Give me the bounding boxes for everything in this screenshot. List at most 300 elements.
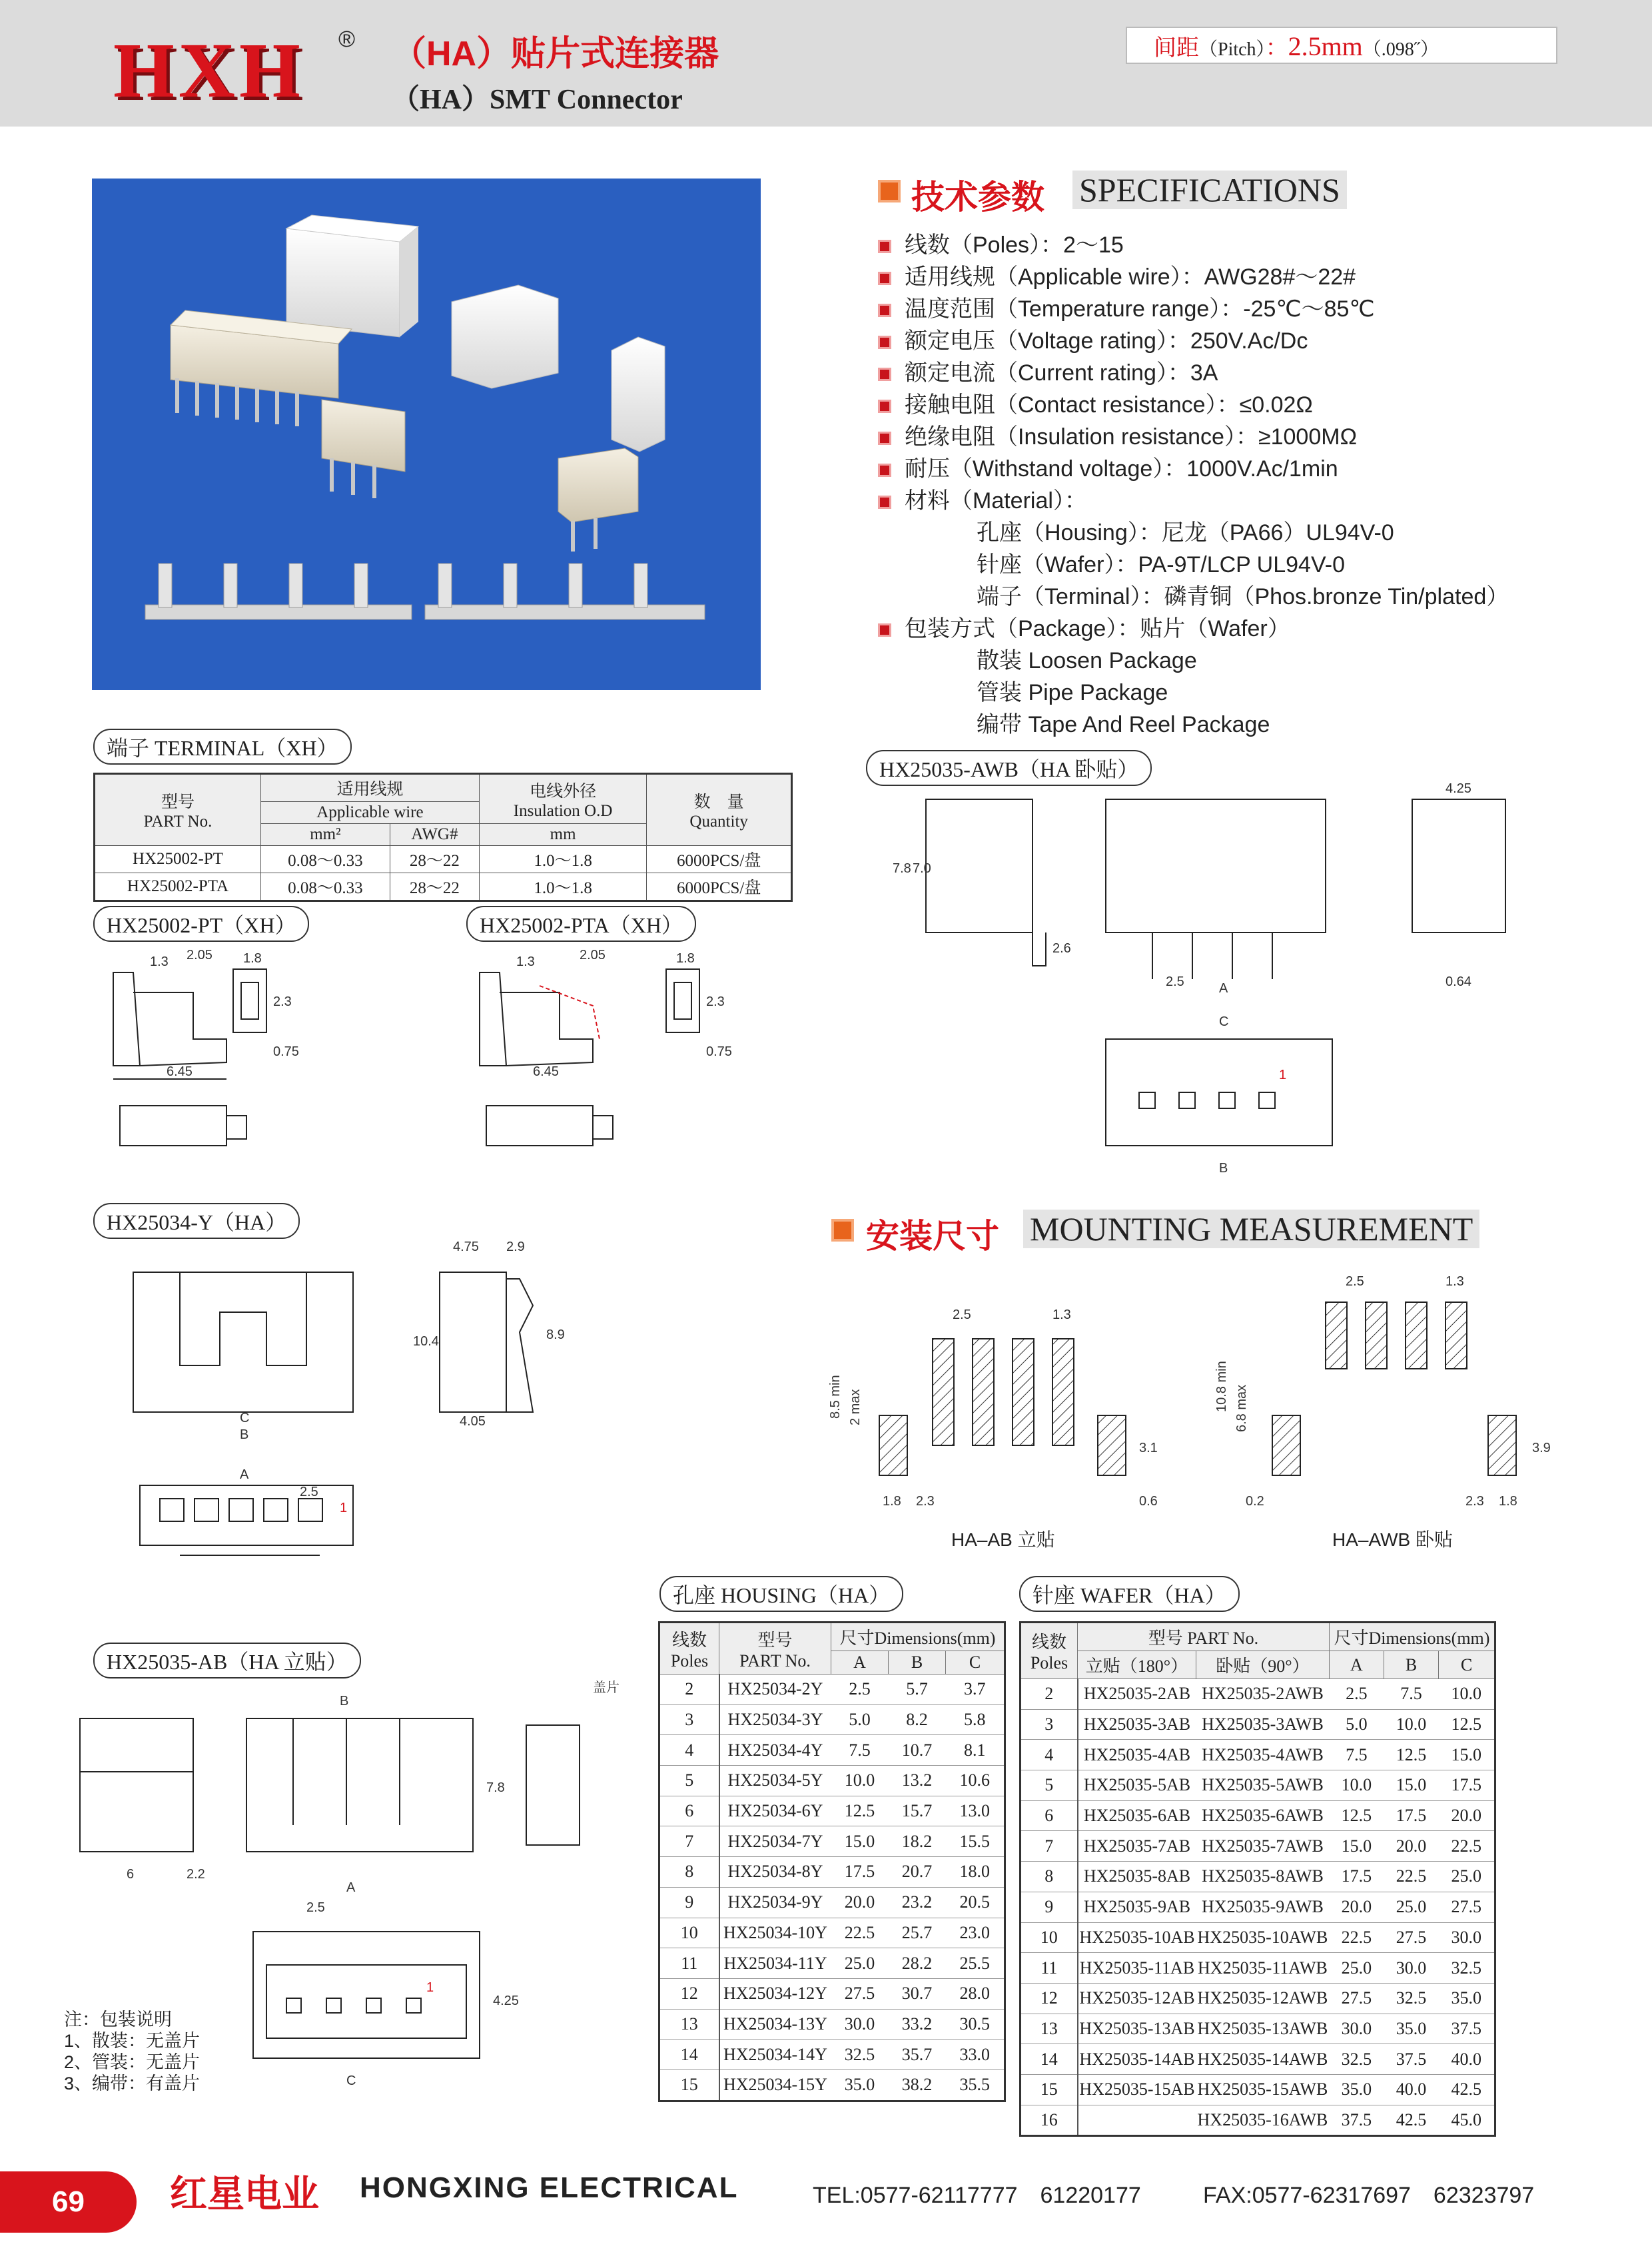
bullet-square-icon bbox=[878, 400, 891, 413]
table-cell: 15.5 bbox=[946, 1826, 1005, 1857]
table-cell: HX25035-2AWB bbox=[1196, 1679, 1329, 1710]
th-part: 型号 PART No. bbox=[1078, 1623, 1330, 1651]
table-cell: 33.0 bbox=[946, 2040, 1005, 2070]
table-cell: HX25034-2Y bbox=[719, 1675, 831, 1705]
table-cell: HX25034-10Y bbox=[719, 1918, 831, 1948]
table-row bbox=[659, 2069, 1005, 2101]
title-cn: （HA）贴片式连接器 bbox=[392, 35, 719, 73]
table-row bbox=[1021, 1892, 1495, 1922]
svg-text:4.05: 4.05 bbox=[460, 1414, 486, 1429]
svg-text:0.2: 0.2 bbox=[1246, 1494, 1264, 1509]
table-row bbox=[659, 1948, 1005, 1979]
table-cell: HX25034-15Y bbox=[719, 2069, 831, 2101]
svg-text:4.25: 4.25 bbox=[1446, 781, 1471, 796]
table-cell: 13.2 bbox=[889, 1766, 946, 1796]
spec-heading-marker bbox=[878, 180, 901, 202]
th-od-cn: 电线外径 bbox=[530, 782, 597, 801]
th-part-en: PART No. bbox=[143, 813, 212, 831]
package-item: 散装 Loosen Package bbox=[977, 648, 1197, 673]
table-cell: 35.0 bbox=[831, 2069, 888, 2101]
table-row bbox=[659, 1887, 1005, 1918]
table-cell: 5.0 bbox=[1329, 1709, 1384, 1740]
table-cell: 7.5 bbox=[1384, 1679, 1438, 1710]
table-cell: 15 bbox=[1021, 2074, 1078, 2105]
svg-text:3.9: 3.9 bbox=[1532, 1441, 1551, 1455]
table-cell: 18.0 bbox=[946, 1857, 1005, 1888]
table-cell: 25.5 bbox=[946, 1948, 1005, 1979]
th-dim: 尺寸Dimensions(mm) bbox=[831, 1623, 1005, 1651]
mounting-ab-caption: HA–AB 立贴 bbox=[951, 1529, 1055, 1550]
table-cell: HX25034-4Y bbox=[719, 1735, 831, 1766]
table-cell: HX25034-14Y bbox=[719, 2040, 831, 2070]
table-cell: 22.5 bbox=[831, 1918, 888, 1948]
pt-drawing bbox=[93, 946, 413, 1172]
svg-text:0.75: 0.75 bbox=[706, 1044, 732, 1059]
table-cell: 11 bbox=[1021, 1953, 1078, 1984]
table-cell: 2 bbox=[1021, 1679, 1078, 1710]
svg-text:C: C bbox=[1219, 1014, 1229, 1029]
table-cell: HX25035-10AB bbox=[1078, 1922, 1196, 1953]
bullet-square-icon bbox=[878, 496, 891, 509]
table-cell: 14 bbox=[1021, 2044, 1078, 2075]
pitch-inch: （.098˝） bbox=[1362, 39, 1440, 60]
mounting-awb-drawing bbox=[1206, 1266, 1579, 1559]
packing-note-line: 2、管装：无盖片 bbox=[64, 2052, 201, 2072]
table-cell: HX25035-7AWB bbox=[1196, 1831, 1329, 1862]
table-cell: 33.2 bbox=[889, 2009, 946, 2040]
spec-package: 包装方式（Package）：贴片（Wafer） bbox=[878, 610, 1290, 643]
table-cell: HX25035-5AWB bbox=[1196, 1770, 1329, 1801]
th-b: B bbox=[1384, 1651, 1438, 1679]
table-cell: 4 bbox=[1021, 1740, 1078, 1770]
page-number: 69 bbox=[0, 2171, 137, 2233]
svg-text:2.5: 2.5 bbox=[1166, 974, 1184, 989]
table-cell: 15.7 bbox=[889, 1796, 946, 1826]
table-cell: 45.0 bbox=[1439, 2105, 1495, 2136]
spec-item: 材料（Material）： bbox=[878, 482, 1087, 515]
table-row bbox=[659, 1735, 1005, 1766]
table-cell: 40.0 bbox=[1439, 2044, 1495, 2075]
bullet-square-icon bbox=[878, 432, 891, 445]
table-cell: 13 bbox=[1021, 2014, 1078, 2044]
table-cell: HX25035-9AWB bbox=[1196, 1892, 1329, 1922]
table-cell: HX25034-9Y bbox=[719, 1887, 831, 1918]
packing-note-line: 3、编带：有盖片 bbox=[64, 2073, 201, 2093]
table-cell: 17.5 bbox=[831, 1857, 888, 1888]
table-cell: 35.5 bbox=[946, 2069, 1005, 2101]
th-awb: 卧贴（90°） bbox=[1196, 1651, 1329, 1679]
table-cell: 30.0 bbox=[1329, 2014, 1384, 2044]
table-cell: HX25035-6AB bbox=[1078, 1800, 1196, 1831]
svg-text:1.3: 1.3 bbox=[150, 954, 169, 969]
table-cell: HX25035-11AWB bbox=[1196, 1953, 1329, 1984]
spec-heading-en: SPECIFICATIONS bbox=[1072, 171, 1347, 209]
svg-text:7.8: 7.8 bbox=[893, 861, 911, 876]
table-row bbox=[1021, 1740, 1495, 1770]
table-cell: 20.5 bbox=[946, 1887, 1005, 1918]
mounting-ab-drawing bbox=[826, 1266, 1186, 1559]
table-cell: HX25035-7AB bbox=[1078, 1831, 1196, 1862]
table-cell: 18.2 bbox=[889, 1826, 946, 1857]
table-cell: 7.5 bbox=[1329, 1740, 1384, 1770]
y-label: HX25034-Y（HA） bbox=[93, 1203, 300, 1239]
table-cell: HX25035-12AB bbox=[1078, 1983, 1196, 2014]
spec-item: 线数（Poles）：2～15 bbox=[878, 226, 1124, 259]
th-poles-cn: 线数 bbox=[1031, 1633, 1066, 1652]
table-cell: 8 bbox=[659, 1857, 719, 1888]
table-cell: 25.0 bbox=[831, 1948, 888, 1979]
th-qty-en: Quantity bbox=[689, 813, 748, 831]
company-name-en: HONGXING ELECTRICAL bbox=[360, 2171, 739, 2204]
spec-item: 耐压（Withstand voltage）：1000V.Ac/1min bbox=[878, 450, 1338, 483]
th-part-cn: 型号 bbox=[161, 793, 195, 811]
table-cell: HX25034-13Y bbox=[719, 2009, 831, 2040]
bullet-square-icon bbox=[878, 304, 891, 317]
th-dim: 尺寸Dimensions(mm) bbox=[1329, 1623, 1495, 1651]
table-cell: HX25035-2AB bbox=[1078, 1679, 1196, 1710]
table-cell: HX25035-5AB bbox=[1078, 1770, 1196, 1801]
table-cell: HX25035-8AWB bbox=[1196, 1862, 1329, 1892]
svg-text:2.05: 2.05 bbox=[187, 948, 212, 962]
table-row bbox=[659, 1918, 1005, 1948]
table-cell: 5.7 bbox=[889, 1675, 946, 1705]
svg-text:1.3: 1.3 bbox=[1052, 1308, 1071, 1322]
table-row: HX25002-PTA 0.08～0.33 28～22 1.0～1.8 6000PCS/盘 bbox=[95, 873, 792, 901]
table-cell: 20.0 bbox=[831, 1887, 888, 1918]
table-cell: 30.0 bbox=[1439, 1922, 1495, 1953]
table-cell: 9 bbox=[659, 1887, 719, 1918]
table-cell: 13 bbox=[659, 2009, 719, 2040]
package-item: 管装 Pipe Package bbox=[977, 680, 1168, 705]
th-poles-en: Poles bbox=[1030, 1653, 1068, 1673]
svg-text:2.5: 2.5 bbox=[300, 1485, 318, 1499]
svg-text:2.5: 2.5 bbox=[953, 1308, 971, 1322]
table-row bbox=[659, 2009, 1005, 2040]
svg-text:C: C bbox=[240, 1411, 250, 1425]
table-row bbox=[1021, 2105, 1495, 2136]
svg-text:1.3: 1.3 bbox=[1446, 1274, 1464, 1289]
table-cell: 30.5 bbox=[946, 2009, 1005, 2040]
ab-label: HX25035-AB（HA 立贴） bbox=[93, 1643, 361, 1679]
table-cell: 20.7 bbox=[889, 1857, 946, 1888]
spec-heading-cn: 技术参数 bbox=[911, 179, 1044, 216]
table-cell: HX25034-7Y bbox=[719, 1826, 831, 1857]
table-cell: 25.7 bbox=[889, 1918, 946, 1948]
table-row bbox=[659, 1857, 1005, 1888]
table-cell: 15.0 bbox=[831, 1826, 888, 1857]
svg-text:2.05: 2.05 bbox=[580, 948, 606, 962]
table-cell: 32.5 bbox=[1329, 2044, 1384, 2075]
table-cell: 7 bbox=[659, 1826, 719, 1857]
table-cell: 40.0 bbox=[1384, 2074, 1438, 2105]
table-cell: 15.0 bbox=[1384, 1770, 1438, 1801]
table-row bbox=[1021, 1800, 1495, 1831]
table-cell: 22.5 bbox=[1384, 1862, 1438, 1892]
table-cell: 7.5 bbox=[831, 1735, 888, 1766]
table-cell: 22.5 bbox=[1329, 1922, 1384, 1953]
spec-item: 适用线规（Applicable wire）：AWG28#～22# bbox=[878, 258, 1356, 291]
table-row bbox=[1021, 2044, 1495, 2075]
table-cell: HX25035-13AB bbox=[1078, 2014, 1196, 2044]
table-row bbox=[1021, 1922, 1495, 1953]
table-cell: 35.7 bbox=[889, 2040, 946, 2070]
table-cell: 35.0 bbox=[1384, 2014, 1438, 2044]
table-cell: 15 bbox=[659, 2069, 719, 2101]
svg-text:1.8: 1.8 bbox=[243, 951, 262, 966]
table-cell: 8.1 bbox=[946, 1735, 1005, 1766]
table-cell: 8.2 bbox=[889, 1704, 946, 1735]
svg-text:7.0: 7.0 bbox=[913, 861, 931, 876]
table-cell: HX25035-13AWB bbox=[1196, 2014, 1329, 2044]
table-cell: 5.8 bbox=[946, 1704, 1005, 1735]
svg-text:B: B bbox=[240, 1427, 249, 1442]
bullet-square-icon bbox=[878, 464, 891, 477]
table-cell: 10.0 bbox=[1384, 1709, 1438, 1740]
table-cell: 5 bbox=[659, 1766, 719, 1796]
svg-text:A: A bbox=[240, 1467, 249, 1482]
table-cell: 32.5 bbox=[1384, 1983, 1438, 2014]
svg-text:3.1: 3.1 bbox=[1139, 1441, 1158, 1455]
table-cell: 37.5 bbox=[1329, 2105, 1384, 2136]
telephone: TEL:0577-62117777 61220177 bbox=[813, 2183, 1141, 2208]
material-item: 孔座（Housing）：尼龙（PA66）UL94V-0 bbox=[977, 520, 1394, 546]
pt-label: HX25002-PT（XH） bbox=[93, 906, 309, 942]
table-cell: 10 bbox=[1021, 1922, 1078, 1953]
table-cell: 3 bbox=[659, 1704, 719, 1735]
svg-text:4.25: 4.25 bbox=[493, 1994, 519, 2008]
table-cell: 12.5 bbox=[1439, 1709, 1495, 1740]
table-cell: 23.2 bbox=[889, 1887, 946, 1918]
table-row bbox=[1021, 1831, 1495, 1862]
table-cell: 35.0 bbox=[1439, 1983, 1495, 2014]
table-cell: HX25034-8Y bbox=[719, 1857, 831, 1888]
table-cell: 3 bbox=[1021, 1709, 1078, 1740]
material-item: 端子（Terminal）：磷青铜（Phos.bronze Tin/plated） bbox=[977, 584, 1509, 609]
table-row bbox=[1021, 1709, 1495, 1740]
svg-text:B: B bbox=[340, 1694, 349, 1708]
svg-text:1.3: 1.3 bbox=[516, 954, 535, 969]
svg-text:8.5 min: 8.5 min bbox=[828, 1375, 843, 1419]
table-cell: HX25035-9AB bbox=[1078, 1892, 1196, 1922]
table-cell: 10.7 bbox=[889, 1735, 946, 1766]
svg-text:1: 1 bbox=[426, 1980, 434, 1995]
wafer-label: 针座 WAFER（HA） bbox=[1019, 1576, 1240, 1612]
svg-text:2.6: 2.6 bbox=[1052, 941, 1071, 956]
table-cell: 27.5 bbox=[1439, 1892, 1495, 1922]
table-cell: 2.5 bbox=[1329, 1679, 1384, 1710]
pitch-box bbox=[1126, 27, 1557, 64]
housing-table bbox=[658, 1621, 1006, 2102]
svg-text:2.3: 2.3 bbox=[706, 994, 725, 1009]
svg-text:2.5: 2.5 bbox=[306, 1900, 325, 1915]
svg-text:2.9: 2.9 bbox=[506, 1240, 525, 1254]
table-cell: 11 bbox=[659, 1948, 719, 1979]
svg-text:6.45: 6.45 bbox=[167, 1064, 193, 1079]
table-cell: 14 bbox=[659, 2040, 719, 2070]
table-cell: 30.0 bbox=[831, 2009, 888, 2040]
table-cell: 10.0 bbox=[1439, 1679, 1495, 1710]
product-photo-illustration bbox=[92, 179, 761, 690]
packing-note bbox=[64, 2009, 200, 2094]
th-qty-cn: 数 量 bbox=[693, 793, 744, 811]
pitch-value: 2.5mm bbox=[1288, 31, 1363, 61]
fax: FAX:0577-62317697 62323797 bbox=[1203, 2183, 1535, 2208]
table-cell: 3.7 bbox=[946, 1675, 1005, 1705]
table-cell: 5.0 bbox=[831, 1704, 888, 1735]
table-cell: 16 bbox=[1021, 2105, 1078, 2136]
table-cell bbox=[1078, 2105, 1196, 2136]
wafer-table bbox=[1019, 1621, 1496, 2137]
table-cell: 2.5 bbox=[831, 1675, 888, 1705]
table-cell: 25.0 bbox=[1384, 1892, 1438, 1922]
table-cell: 25.0 bbox=[1439, 1862, 1495, 1892]
table-cell: HX25035-3AWB bbox=[1196, 1709, 1329, 1740]
svg-text:1.8: 1.8 bbox=[883, 1494, 901, 1509]
svg-text:6.8 max: 6.8 max bbox=[1234, 1384, 1249, 1432]
table-row bbox=[659, 2040, 1005, 2070]
svg-text:6.45: 6.45 bbox=[533, 1064, 559, 1079]
table-cell: 10 bbox=[659, 1918, 719, 1948]
table-cell: HX25034-6Y bbox=[719, 1796, 831, 1826]
table-cell: HX25035-4AWB bbox=[1196, 1740, 1329, 1770]
awb-label: HX25035-AWB（HA 卧贴） bbox=[866, 750, 1152, 786]
table-cell: 17.5 bbox=[1439, 1770, 1495, 1801]
th-a: A bbox=[1329, 1651, 1384, 1679]
table-cell: HX25035-8AB bbox=[1078, 1862, 1196, 1892]
svg-text:A: A bbox=[1219, 981, 1228, 996]
table-cell: 6 bbox=[659, 1796, 719, 1826]
table-cell: 15.0 bbox=[1329, 1831, 1384, 1862]
table-cell: 20.0 bbox=[1384, 1831, 1438, 1862]
table-cell: HX25035-10AWB bbox=[1196, 1922, 1329, 1953]
th-c: C bbox=[946, 1651, 1005, 1675]
table-cell: 20.0 bbox=[1329, 1892, 1384, 1922]
packing-note-title: 注：包装说明 bbox=[64, 2010, 172, 2030]
table-cell: 42.5 bbox=[1439, 2074, 1495, 2105]
svg-text:8.9: 8.9 bbox=[546, 1327, 565, 1342]
table-row bbox=[1021, 1983, 1495, 2014]
bullet-square-icon bbox=[878, 272, 891, 285]
th-wire-cn: 适用线规 bbox=[336, 781, 404, 799]
bullet-square-icon bbox=[878, 240, 891, 253]
svg-text:1: 1 bbox=[1279, 1068, 1287, 1082]
svg-text:7.8: 7.8 bbox=[486, 1780, 505, 1795]
table-row bbox=[1021, 2014, 1495, 2044]
pitch-colon: ： bbox=[1265, 35, 1288, 61]
table-cell: 27.5 bbox=[1329, 1983, 1384, 2014]
table-cell: 30.7 bbox=[889, 1978, 946, 2009]
table-cell: HX25035-16AWB bbox=[1196, 2105, 1329, 2136]
table-cell: 23.0 bbox=[946, 1918, 1005, 1948]
th-awg: AWG# bbox=[390, 824, 479, 846]
table-row bbox=[1021, 2074, 1495, 2105]
table-cell: HX25035-15AWB bbox=[1196, 2074, 1329, 2105]
table-row bbox=[659, 1978, 1005, 2009]
svg-text:0.6: 0.6 bbox=[1139, 1494, 1158, 1509]
table-cell: 35.0 bbox=[1329, 2074, 1384, 2105]
svg-text:A: A bbox=[346, 1880, 356, 1895]
mounting-heading-en: MOUNTING MEASUREMENT bbox=[1023, 1210, 1479, 1248]
table-cell: 6 bbox=[1021, 1800, 1078, 1831]
mounting-awb-caption: HA–AWB 卧贴 bbox=[1332, 1529, 1453, 1550]
table-row bbox=[659, 1675, 1005, 1705]
svg-text:0.64: 0.64 bbox=[1446, 974, 1471, 989]
awb-drawing bbox=[873, 773, 1539, 1199]
svg-text:1.8: 1.8 bbox=[1499, 1494, 1517, 1509]
table-row bbox=[659, 1766, 1005, 1796]
pta-drawing bbox=[460, 946, 779, 1172]
th-ab: 立贴（180°） bbox=[1078, 1651, 1196, 1679]
table-row bbox=[659, 1704, 1005, 1735]
svg-text:6: 6 bbox=[127, 1867, 135, 1882]
th-od-en: Insulation O.D bbox=[513, 801, 613, 820]
th-mm2: mm² bbox=[261, 824, 390, 846]
table-cell: HX25034-11Y bbox=[719, 1948, 831, 1979]
svg-text:2.5: 2.5 bbox=[1346, 1274, 1364, 1289]
bullet-square-icon bbox=[878, 623, 891, 637]
table-row bbox=[659, 1826, 1005, 1857]
spec-item: 接触电阻（Contact resistance）：≤0.02Ω bbox=[878, 386, 1313, 419]
table-row bbox=[1021, 1770, 1495, 1801]
spec-item: 温度范围（Temperature range）：-25℃～85℃ bbox=[878, 290, 1375, 323]
table-cell: 20.0 bbox=[1439, 1800, 1495, 1831]
terminal-table bbox=[93, 773, 793, 902]
svg-text:10.4: 10.4 bbox=[413, 1334, 439, 1349]
svg-text:B: B bbox=[1219, 1161, 1228, 1176]
spec-item: 额定电流（Current rating）：3A bbox=[878, 354, 1218, 387]
th-part-en: PART No. bbox=[739, 1651, 811, 1671]
table-cell: HX25035-11AB bbox=[1078, 1953, 1196, 1984]
th-b: B bbox=[889, 1651, 946, 1675]
table-cell: 4 bbox=[659, 1735, 719, 1766]
th-a: A bbox=[831, 1651, 888, 1675]
table-cell: 22.5 bbox=[1439, 1831, 1495, 1862]
table-cell: HX25035-14AWB bbox=[1196, 2044, 1329, 2075]
table-cell: 5 bbox=[1021, 1770, 1078, 1801]
table-row bbox=[1021, 1953, 1495, 1984]
bullet-square-icon bbox=[878, 336, 891, 349]
table-cell: 7 bbox=[1021, 1831, 1078, 1862]
svg-text:2 max: 2 max bbox=[848, 1389, 863, 1425]
svg-text:1.8: 1.8 bbox=[676, 951, 695, 966]
table-row: HX25002-PT 0.08～0.33 28～22 1.0～1.8 6000PCS/盘 bbox=[95, 846, 792, 873]
th-od-unit: mm bbox=[479, 824, 646, 846]
table-cell: 8 bbox=[1021, 1862, 1078, 1892]
pta-label: HX25002-PTA（XH） bbox=[466, 906, 696, 942]
th-poles-cn: 线数 bbox=[671, 1630, 707, 1650]
pitch-label: （Pitch） bbox=[1199, 39, 1266, 60]
table-cell: HX25034-5Y bbox=[719, 1766, 831, 1796]
table-cell: 10.6 bbox=[946, 1766, 1005, 1796]
table-cell: HX25035-3AB bbox=[1078, 1709, 1196, 1740]
package-item: 编带 Tape And Reel Package bbox=[977, 712, 1270, 737]
table-cell: 37.5 bbox=[1384, 2044, 1438, 2075]
terminal-label: 端子 TERMINAL（XH） bbox=[93, 729, 352, 765]
table-cell: HX25035-12AWB bbox=[1196, 1983, 1329, 2014]
table-cell: 17.5 bbox=[1384, 1800, 1438, 1831]
table-cell: 32.5 bbox=[1439, 1953, 1495, 1984]
bullet-square-icon bbox=[878, 368, 891, 381]
table-cell: HX25034-12Y bbox=[719, 1978, 831, 2009]
table-cell: 28.0 bbox=[946, 1978, 1005, 2009]
table-cell: 12 bbox=[659, 1978, 719, 2009]
table-cell: 13.0 bbox=[946, 1796, 1005, 1826]
table-cell: 9 bbox=[1021, 1892, 1078, 1922]
spec-item: 绝缘电阻（Insulation resistance）：≥1000MΩ bbox=[878, 418, 1357, 451]
spec-item: 额定电压（Voltage rating）：250V.Ac/Dc bbox=[878, 322, 1308, 355]
table-cell: HX25035-4AB bbox=[1078, 1740, 1196, 1770]
table-cell: 17.5 bbox=[1329, 1862, 1384, 1892]
